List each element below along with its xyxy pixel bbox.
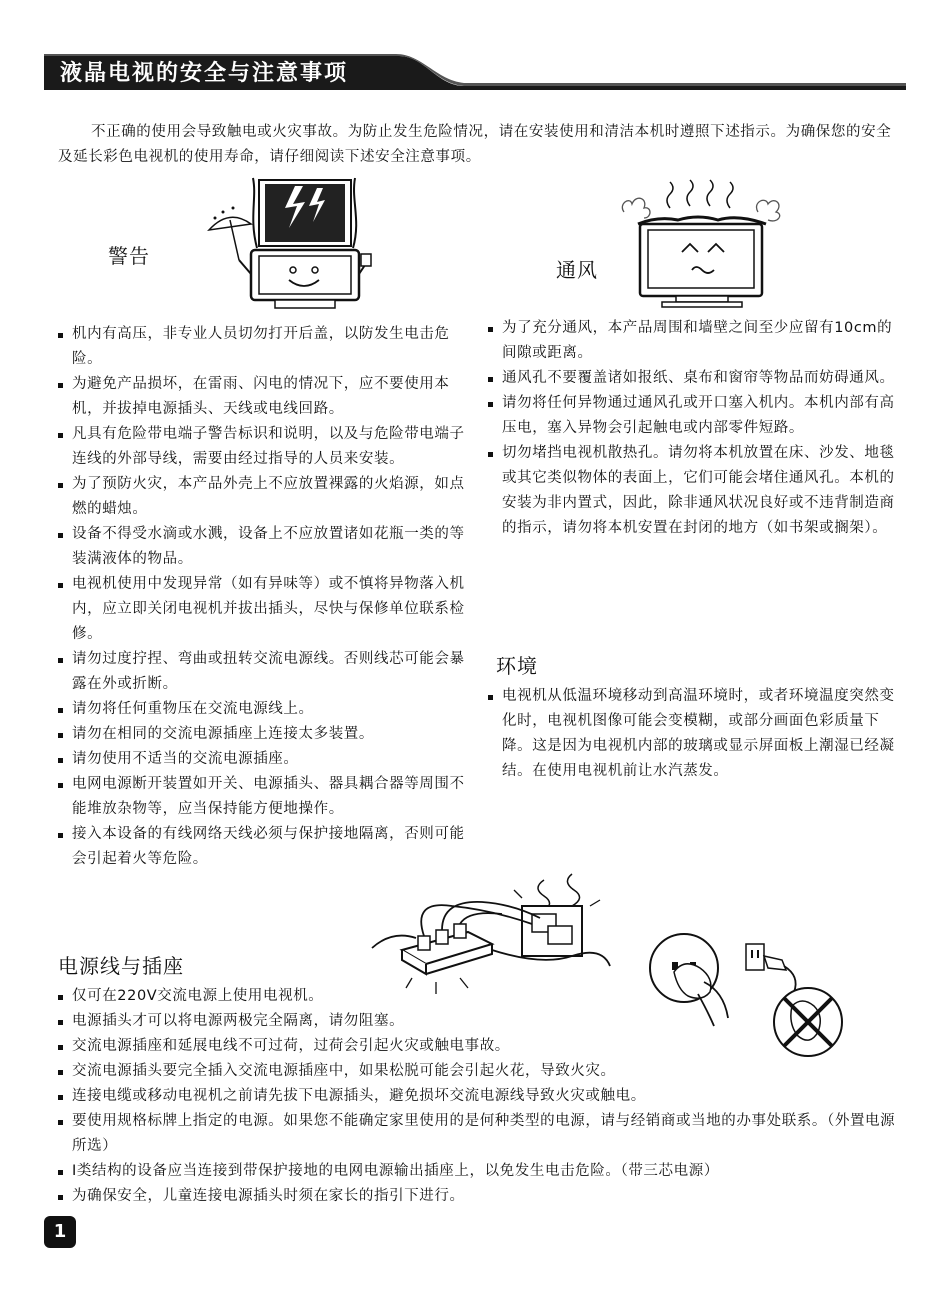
list-item: 请勿将任何异物通过通风孔或开口塞入机内。本机内部有高压电，塞入异物会引起触电或内部零件短路。 (488, 391, 904, 441)
ventilation-list (488, 316, 904, 541)
page-title: 液晶电视的安全与注意事项 (60, 60, 349, 86)
list-item: 通风孔不要覆盖诸如报纸、桌布和窗帘等物品而妨碍通风。 (488, 366, 904, 391)
list-item: 凡具有危险带电端子警告标识和说明，以及与危险带电端子连线的外部导线，需要由经过指导的人员来安装。 (58, 422, 476, 472)
list-item: 要使用规格标牌上指定的电源。如果您不能确定家里使用的是何种类型的电源，请与经销商或当地的办事处联系。（外置电源所选） (58, 1109, 908, 1159)
tv-overheat-illustration (618, 186, 784, 310)
list-item: 接入本设备的有线网络天线必须与保护接地隔离，否则可能会引起着火等危险。 (58, 822, 476, 872)
list-item: Ⅰ类结构的设备应当连接到带保护接地的电网电源输出插座上，以免发生电击危险。（带三芯电源） (58, 1159, 908, 1184)
warning-list (58, 322, 476, 872)
list-item: 请勿使用不适当的交流电源插座。 (58, 747, 476, 772)
intro-paragraph (58, 120, 898, 170)
list-item: 为了预防火灾，本产品外壳上不应放置裸露的火焰源，如点燃的蜡烛。 (58, 472, 476, 522)
list-item: 为了充分通风，本产品周围和墙壁之间至少应留有10cm的间隙或距离。 (488, 316, 904, 366)
ventilation-heading: 通风 (556, 258, 598, 282)
list-item: 机内有高压，非专业人员切勿打开后盖，以防发生电击危险。 (58, 322, 476, 372)
list-item: 电网电源断开装置如开关、电源插头、器具耦合器等周围不能堆放杂物等，应当保持能方便地操作。 (58, 772, 476, 822)
environment-heading: 环境 (496, 654, 538, 678)
list-item: 请勿将任何重物压在交流电源线上。 (58, 697, 476, 722)
warning-heading: 警告 (108, 244, 150, 268)
list-item: 为避免产品损坏，在雷雨、闪电的情况下，应不要使用本机，并拔掉电源插头、天线或电线回路。 (58, 372, 476, 422)
list-item: 电视机从低温环境移动到高温环境时，或者环境温度突然变化时，电视机图像可能会变模糊，或部分画面色彩质量下降。这是因为电视机内部的玻璃或显示屏面板上潮湿已经凝结。在使用电视机前让水汽蒸发。 (488, 684, 904, 784)
environment-section (488, 684, 904, 784)
power-heading: 电源线与插座 (58, 954, 184, 978)
ventilation-section (488, 316, 904, 541)
list-item: 电视机使用中发现异常（如有异味等）或不慎将异物落入机内，应立即关闭电视机并拔出插头，尽快与保修单位联系检修。 (58, 572, 476, 647)
list-item: 连接电缆或移动电视机之前请先拔下电源插头，避免损坏交流电源线导致火灾或触电。 (58, 1084, 908, 1109)
list-item: 切勿堵挡电视机散热孔。请勿将本机放置在床、沙发、地毯或其它类似物体的表面上，它们可能会堵住通风孔。本机的安装为非内置式，因此，除非通风状况良好或不违背制造商的指示，请勿将本机安置在封闭的地方（如书架或搁架）。 (488, 441, 904, 541)
list-item: 交流电源插座和延展电线不可过荷，过荷会引起火灾或触电事故。 (58, 1034, 908, 1059)
list-item: 交流电源插头要完全插入交流电源插座中，如果松脱可能会引起火花，导致火灾。 (58, 1059, 908, 1084)
page-number: 1 (44, 1216, 76, 1248)
list-item: 请勿过度拧捏、弯曲或扭转交流电源线。否则线芯可能会暴露在外或折断。 (58, 647, 476, 697)
environment-list (488, 684, 904, 784)
overloaded-outlet-illustration (372, 870, 612, 998)
list-item: 电源插头才可以将电源两极完全隔离，请勿阻塞。 (58, 1009, 908, 1034)
power-list (58, 984, 908, 1209)
intro-text: 不正确的使用会导致触电或火灾事故。为防止发生危险情况，请在安装使用和清洁本机时遵照下述指示。为确保您的安全及延长彩色电视机的使用寿命，请仔细阅读下述安全注意事项。 (58, 124, 892, 165)
warning-section (58, 322, 476, 872)
tv-storm-illustration (205, 178, 375, 312)
power-section (58, 984, 908, 1209)
list-item: 设备不得受水滴或水溅，设备上不应放置诸如花瓶一类的等装满液体的物品。 (58, 522, 476, 572)
list-item: 为确保安全，儿童连接电源插头时须在家长的指引下进行。 (58, 1184, 908, 1209)
list-item: 请勿在相同的交流电源插座上连接太多装置。 (58, 722, 476, 747)
list-item: 仅可在220V交流电源上使用电视机。 (58, 984, 908, 1009)
